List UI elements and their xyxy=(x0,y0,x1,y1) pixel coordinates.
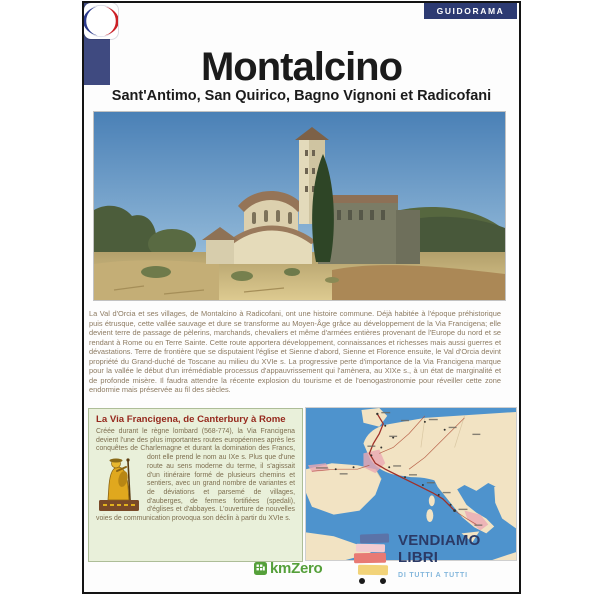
pilgrim-illustration xyxy=(96,455,142,513)
vendiamo-tagline: DI TUTTI A TUTTI xyxy=(398,572,468,579)
abbey-photo-art xyxy=(94,112,505,300)
francigena-box xyxy=(88,408,303,562)
francigena-text-part2: nom au IXe s. Plus que d'une route au sens moderne du terme, il s'agissait d'un itinéraire formé de plusieurs chemins et sentiers, avec un grand nombre de variantes et de déviations et parsemé de villages, d'auberges, de fermes fortifiées (spedali), d'églises et d'abbayes. L'ouverture de nouvelles voies de communication provoqua son déclin à partir du XVIe s. xyxy=(96,454,295,523)
french-flag-circle xyxy=(84,4,118,38)
series-badge xyxy=(424,3,517,19)
guide-cover xyxy=(82,1,521,594)
francigena-box-title: La Via Francigena, de Canterbury à Rome xyxy=(96,414,286,425)
intro-paragraph: La Val d'Orcia et ses villages, de Montalcino à Radicofani, ont une histoire commune. Déjà habitée à l'époque préhistorique puis étrusque, cette vallée sauvage et dure se transforme au Moyen-Âge grâce au développement de la Via Francigena; elle devient terre de passage de pèlerins, marchands, chevaliers et même d'armées entières provenant de l'Europe du nord et se rendant à Rome ou en Terre Sainte. Cette route apportera développement, connaissances et richesses mais aussi guerres et dévastations. Terre de frontière que se disputaient l'église et Sienne d'abord, Sienne et Florence ensuite, le Val d'Orcia devint propriété du Grand-duché de Toscane au milieu du XVIe s. La progressive perte d'importance de la Via Francigena marque pour la vallée le début d'un irrémédiable processus d'appauvrissement qui l'amènera, au XIXe s., à un état de marginalité et de profonde misère. Il faudra attendre la récente explosion du tourisme et de l'oenogastronomie pour réveiller cette zone endormie mais préservée au fil des siècles. xyxy=(89,309,501,395)
series-badge-label: GUIDORAMA xyxy=(436,6,505,16)
page-title: Montalcino xyxy=(200,45,403,89)
abbey-photo xyxy=(93,111,506,301)
francigena-box-text xyxy=(96,428,295,524)
vendiamo-line2: LIBRI xyxy=(398,549,439,566)
pilgrim-statue-icon xyxy=(96,455,142,513)
page-subtitle: Sant'Antimo, San Quirico, Bagno Vignoni et Radicofani xyxy=(111,88,492,104)
kmzero-logo-text: kmZero xyxy=(270,560,323,577)
vendiamo-line1: VENDIAMO xyxy=(398,532,481,549)
francigena-text-part1: Créée durant le règne lombard (568-774), la Via Francigena devient l'une des plus importantes routes européennes après les conquêtes de Charlemagne et durant la domination des Francs, dont elle prend le xyxy=(96,428,295,462)
vendiamo-text-block xyxy=(398,532,480,579)
kmzero-logo xyxy=(254,560,322,577)
kmzero-leaf-icon xyxy=(254,562,267,575)
book-stack-icon xyxy=(353,532,391,586)
french-flag-icon xyxy=(84,3,118,39)
vendiamo-libri-badge xyxy=(353,532,480,586)
book-stack-art xyxy=(353,532,391,586)
